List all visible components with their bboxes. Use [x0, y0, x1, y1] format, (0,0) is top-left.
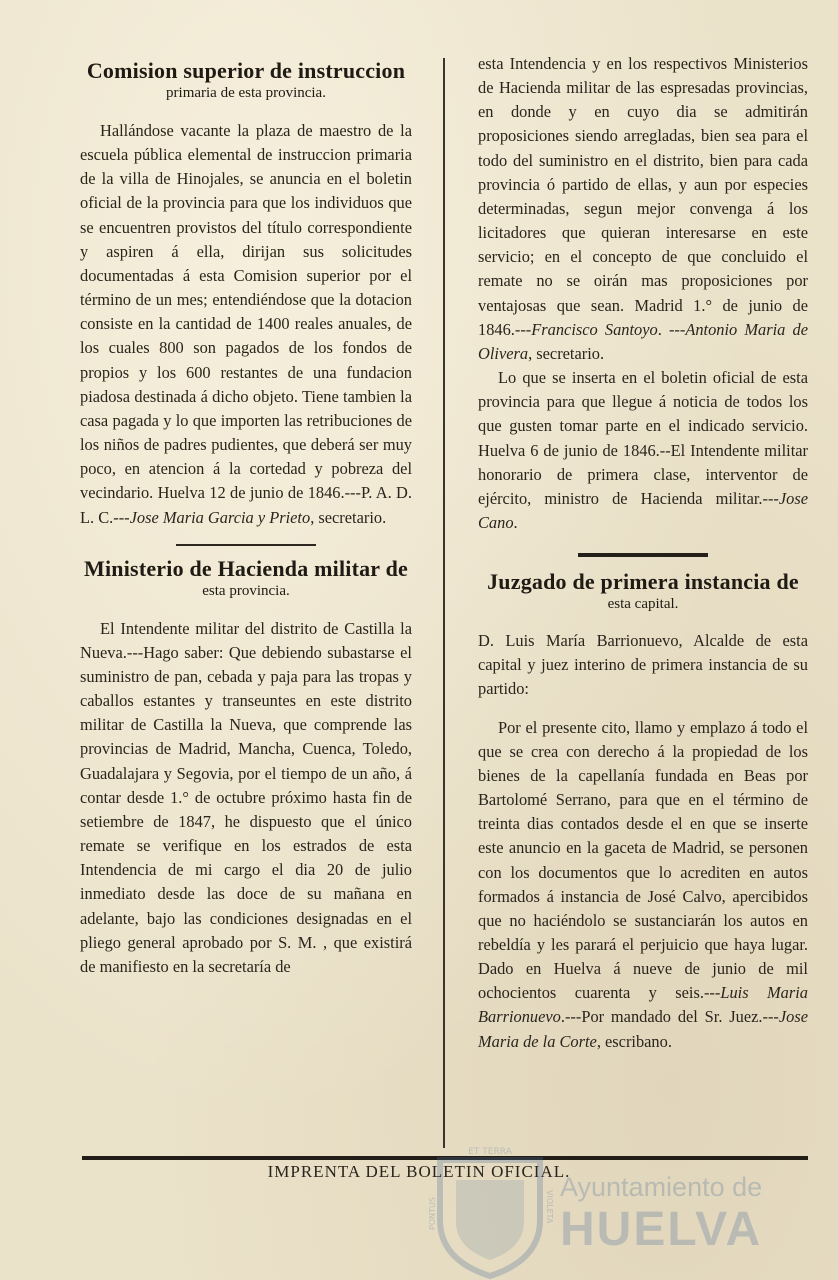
comision-signer-role: , secretario.	[310, 507, 387, 527]
hacienda-signer-santoyo: Francisco Santoyo	[531, 319, 658, 339]
shield-motto-left: PONTUS	[428, 1197, 437, 1230]
juzgado-mandate: .---Por mandado del Sr. Juez.---	[560, 1007, 779, 1027]
comision-signer: Jose Maria Garcia y Prieto	[129, 507, 311, 527]
comision-body-text: Hallándose vacante la plaza de maestro de la escuela pública elemental de instruccion primaria de la villa de Hinojales, se anuncia en el boletin oficial de la provincia para que los individuos que se encuentren provistos del título correspondiente y aspiren á ella, dirijan sus solicitudes documentadas á esta Comision superior por el término de un mes; entendiéndose que la dotacion consiste en la cantidad de 1400 reales anuales, de los cuales 800 son pagados de los fondos de propios y los 600 restantes de una fundacion piadosa destinada á dicho objeto. Tiene tambien la casa pagada y lo que importen las retribuciones de los niños de padres pudientes, que deberá ser muy poco, en atencion á la cortedad y pobreza del vecindario. Huelva 12 de junio de 1846.---P. A. D. L. C.---	[80, 121, 412, 527]
right-column	[478, 0, 808, 1054]
hacienda-continuation-text: esta Intendencia y en los respectivos Ministerios de Hacienda militar de las espresadas provincias, en donde y en cuyo dia se admitirán proposiciones siendo arregladas, bien sea para el todo del suministro en el distrito, bien para cada provincia ó partido de ellas, y aun por especies determinadas, segun mejor convenga á los licitadores que quieran interesarse en este servicio; en el concepto de que concluido el remate no se oirán mas proposiciones por ventajosas que sean. Madrid 1.° de junio de 1846.---	[478, 54, 808, 339]
footer-rule	[82, 1156, 808, 1160]
intendente-notice-text: Lo que se inserta en el boletin oficial de esta provincia para que llegue á noticia de todos los que gusten tomar parte en el indicado servicio. Huelva 6 de junio de 1846.--El Intendente militar honorario de primera clase, interventor de ejército, ministro de Hacienda militar.---	[478, 368, 808, 508]
hacienda-signer-olivera: Antonio Maria de Olivera	[478, 319, 808, 363]
section-title-juzgado: Juzgado de primera instancia de	[487, 569, 799, 595]
juzgado-signer-role: , escribano.	[596, 1031, 672, 1051]
intendente-signer: Jose Cano	[478, 488, 808, 532]
juzgado-intro: D. Luis María Barrionuevo, Alcalde de esta capital y juez interino de primera instancia de su partido:	[478, 631, 808, 699]
shield-motto-top: ET TERRA	[468, 1147, 512, 1157]
juzgado-signer-corte: Jose Maria de la Corte	[478, 1007, 808, 1051]
shield-motto-right: VIOLETA	[545, 1190, 554, 1224]
intendente-notice	[478, 366, 808, 535]
hacienda-signer-separator: . ---	[657, 319, 686, 339]
intendente-signer-tail: .	[513, 512, 518, 532]
hacienda-body: El Intendente militar del distrito de Castilla la Nueva.---Hago saber: Que debiendo subastarse el suministro de pan, cebada y paja para las tropas y caballos estantes y transeuntes en este distrito militar de Castilla la Nueva, que comprende las provincias de Madrid, Mancha, Cuenca, Toledo, Guadalajara y Segovia, por el tiempo de un año, á contar desde 1.° de octubre próximo hasta fin de setiembre de 1847, he dispuesto que el único remate se verifique en los estrados de esta Intendencia de mi cargo el dia 20 de julio inmediato desde las doce de su mañana en adelante, bajo las condiciones designadas en el pliego general aprobado por S. M. , que existirá de manifiesto en la secretaría de	[80, 618, 412, 976]
section-title-comision: Comision superior de instruccion	[86, 58, 406, 83]
comision-body	[80, 119, 412, 530]
hacienda-signer-role: , secretario.	[528, 343, 605, 363]
watermark-line2: HUELVA	[560, 1203, 763, 1256]
hacienda-continuation	[478, 52, 808, 366]
left-column	[80, 0, 412, 979]
juzgado-body-text: Por el presente cito, llamo y emplazo á todo el que se crea con derecho á la propiedad de los bienes de la capellanía fundada en Beas por Bartolomé Serrano, para que en el término de treinta dias contados desde el en que se inserte este anuncio en la gaceta de Madrid, se personen con los documentos que lo acrediten en autos formados á instancia de José Calvo, apercibidos que no haciéndolo se sustanciarán los autos en rebeldía y les parará el perjuicio que haya lugar. Dado en Huelva á nueve de junio de mil ochocientos cuarenta y seis.---	[478, 717, 808, 1003]
printer-imprint: IMPRENTA DEL BOLETIN OFICIAL.	[267, 1162, 571, 1181]
section-subtitle-juzgado: esta capital.	[607, 596, 679, 613]
juzgado-body	[478, 716, 808, 1054]
section-subtitle-hacienda: esta provincia.	[202, 582, 290, 599]
ayuntamiento-watermark	[430, 1140, 810, 1280]
section-title-hacienda: Ministerio de Hacienda militar de	[84, 555, 408, 581]
watermark-line1: Ayuntamiento de	[560, 1172, 763, 1202]
section-subtitle-comision: primaria de esta provincia.	[166, 85, 326, 101]
juzgado-signer-barrionuevo: Luis Maria Barrionuevo	[478, 983, 808, 1027]
city-shield-icon	[428, 1140, 554, 1280]
column-divider	[443, 58, 445, 1148]
